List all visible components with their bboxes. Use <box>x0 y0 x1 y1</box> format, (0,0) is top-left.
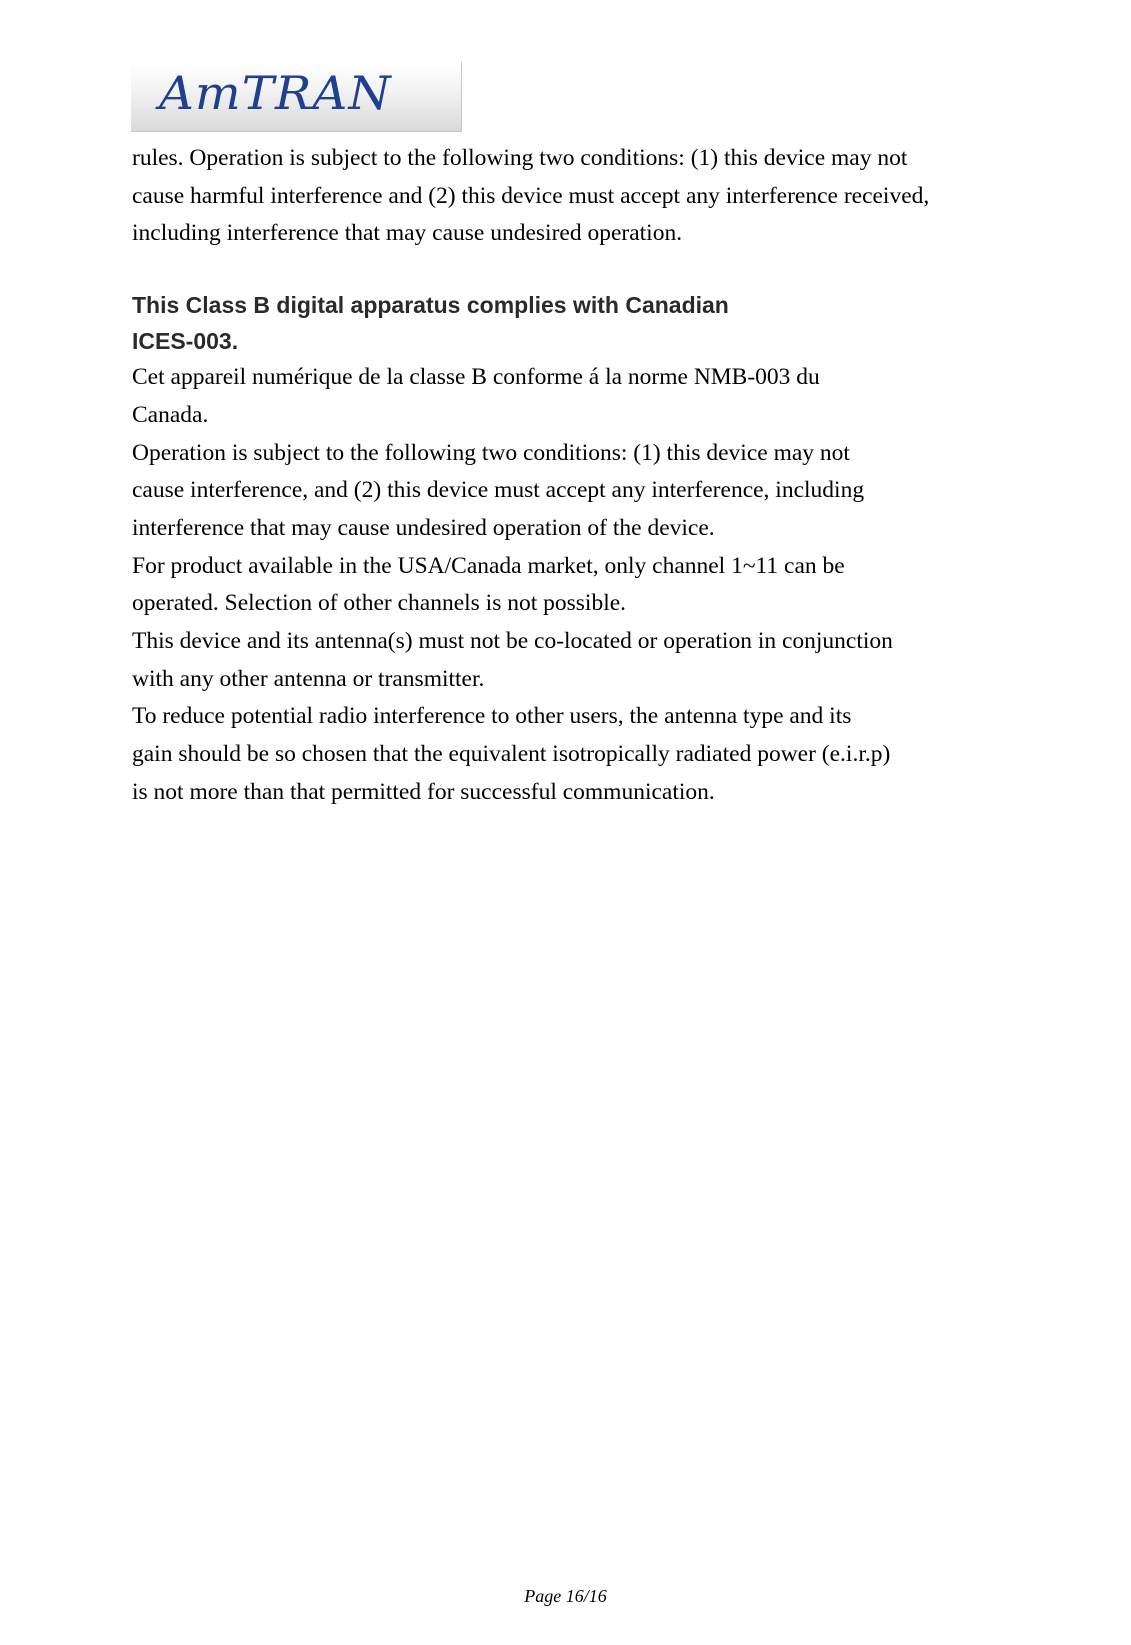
text-line: with any other antenna or transmitter. <box>132 665 485 692</box>
document-body <box>132 140 1012 812</box>
text-line: Cet appareil numérique de la classe B conforme á la norme NMB-003 du <box>132 364 820 391</box>
text-line: gain should be so chosen that the equivalent isotropically radiated power (e.i.r.p) <box>132 741 891 768</box>
text-line: including interference that may cause undesired operation. <box>132 220 683 247</box>
french-paragraph <box>132 359 1012 434</box>
text-line: interference that may cause undesired operation of the device. <box>132 514 715 541</box>
section-heading <box>132 287 1012 359</box>
antenna-paragraph <box>132 623 1012 698</box>
intro-paragraph <box>132 140 1012 253</box>
channel-paragraph <box>132 548 1012 623</box>
heading-line: This Class B digital apparatus complies with Canadian <box>132 292 729 319</box>
text-line: operated. Selection of other channels is not possible. <box>132 590 627 617</box>
text-line: Operation is subject to the following two conditions: (1) this device may not <box>132 439 850 466</box>
heading-line: ICES-003. <box>132 328 239 355</box>
page-number: Page 16/16 <box>524 1586 607 1606</box>
radio-interference-paragraph <box>132 698 1012 811</box>
logo-text: AmTRAN <box>159 66 392 120</box>
text-line: Canada. <box>132 401 209 428</box>
company-logo <box>131 62 462 132</box>
operation-paragraph <box>132 435 1012 548</box>
text-line: cause interference, and (2) this device must accept any interference, including <box>132 477 865 504</box>
text-line: This device and its antenna(s) must not be co-located or operation in conjunction <box>132 628 893 655</box>
text-line: cause harmful interference and (2) this device must accept any interference received, <box>132 182 930 209</box>
text-line: rules. Operation is subject to the following two conditions: (1) this device may not <box>132 145 908 171</box>
text-line: is not more than that permitted for successful communication. <box>132 778 715 805</box>
text-line: To reduce potential radio interference to other users, the antenna type and its <box>132 703 852 730</box>
text-line: For product available in the USA/Canada market, only channel 1~11 can be <box>132 552 845 579</box>
